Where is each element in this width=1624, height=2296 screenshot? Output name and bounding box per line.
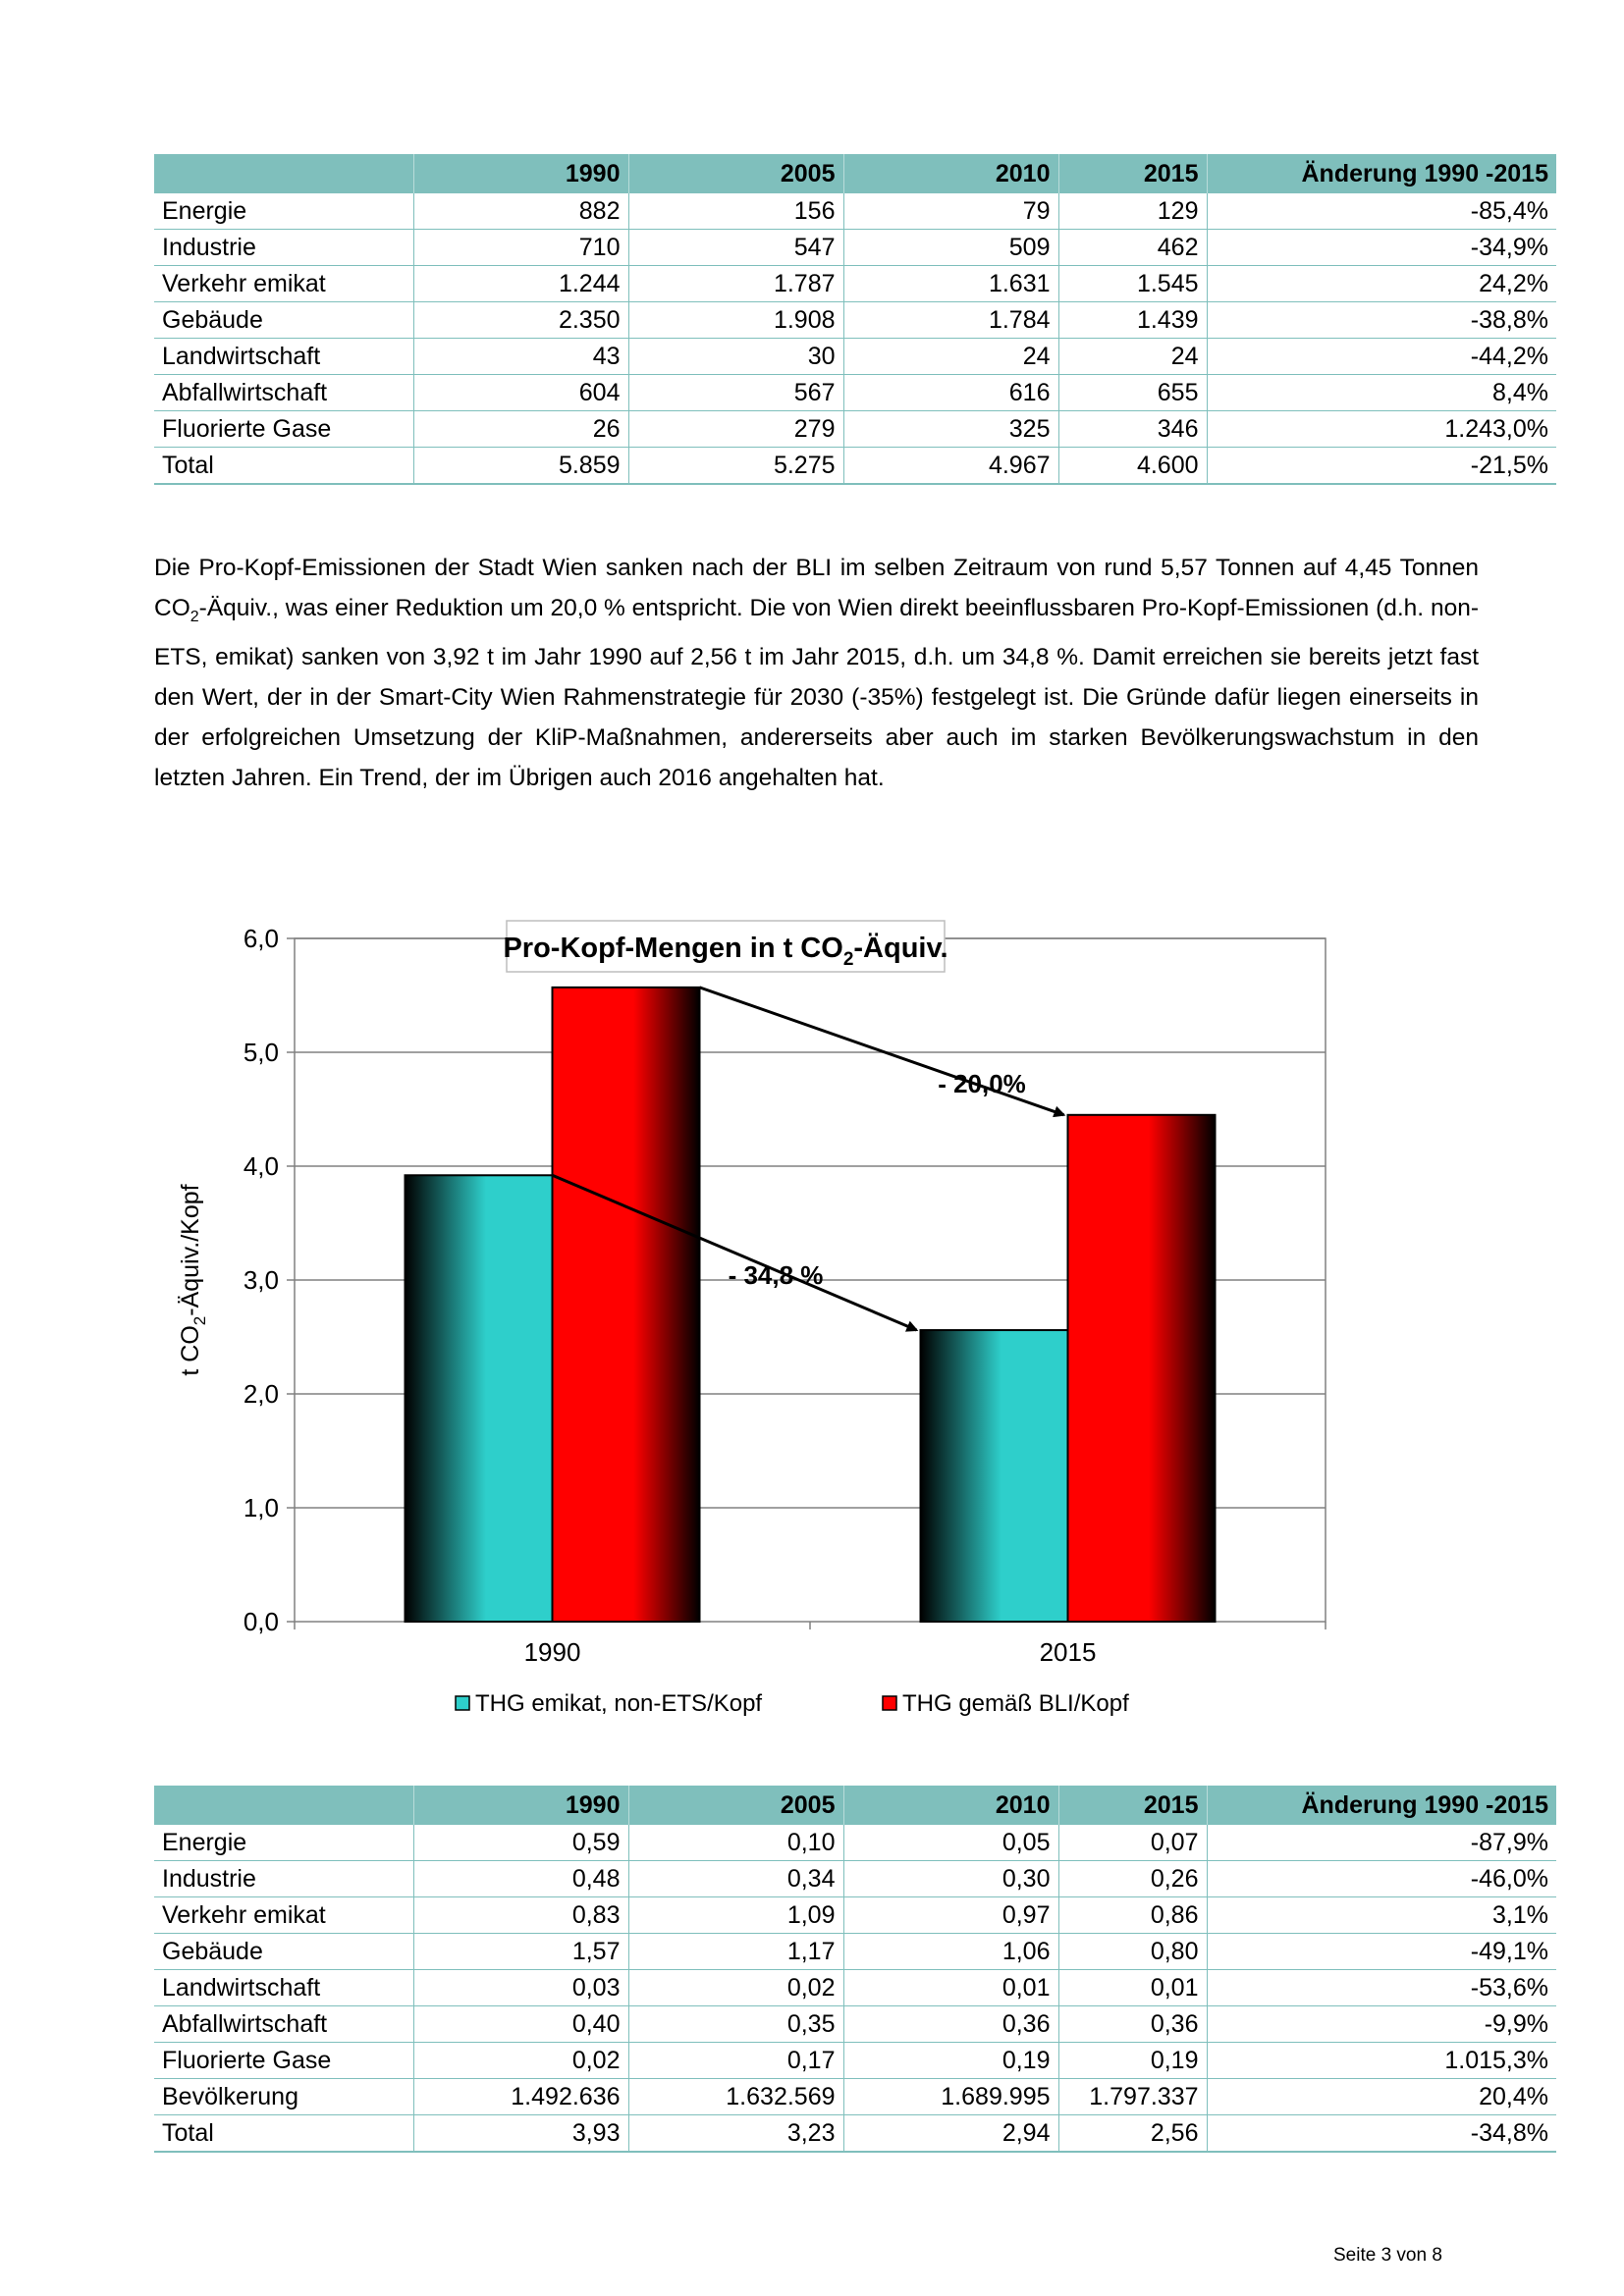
legend-swatch xyxy=(883,1696,896,1710)
column-header: Änderung 1990 -2015 xyxy=(1207,154,1556,193)
row-label: Abfallwirtschaft xyxy=(154,375,413,411)
table-cell: -46,0% xyxy=(1207,1861,1556,1897)
table-cell: 0,30 xyxy=(843,1861,1058,1897)
table-cell: 325 xyxy=(843,411,1058,448)
table-cell: 1,06 xyxy=(843,1934,1058,1970)
per-capita-chart xyxy=(147,901,1345,1726)
table-cell: 1,17 xyxy=(628,1934,843,1970)
table-cell: 20,4% xyxy=(1207,2079,1556,2115)
table-cell: 26 xyxy=(413,411,628,448)
table-row xyxy=(154,1861,1556,1897)
table-cell: 0,02 xyxy=(413,2043,628,2079)
table-cell: 1,57 xyxy=(413,1934,628,1970)
table-row xyxy=(154,193,1556,230)
table-row xyxy=(154,2006,1556,2043)
y-tick-label: 3,0 xyxy=(243,1265,279,1295)
table-cell: 1.439 xyxy=(1058,302,1207,339)
table-row xyxy=(154,1934,1556,1970)
change-annotation: - 34,8 % xyxy=(728,1260,824,1291)
column-header: 2010 xyxy=(843,154,1058,193)
table-cell: 0,01 xyxy=(843,1970,1058,2006)
table-cell: 1.908 xyxy=(628,302,843,339)
bar-bli-1990 xyxy=(553,988,700,1622)
row-label: Verkehr emikat xyxy=(154,266,413,302)
table-cell: 346 xyxy=(1058,411,1207,448)
y-axis-label: t $CO_2-Äquiv$./Kopf xyxy=(177,1184,209,1376)
x-category-label: 1990 xyxy=(523,1637,581,1667)
table-cell: 5.859 xyxy=(413,448,628,485)
bar-emikat-2015 xyxy=(921,1330,1068,1622)
body-paragraph xyxy=(154,548,1479,798)
table-cell: 24 xyxy=(843,339,1058,375)
table-row xyxy=(154,2115,1556,2153)
table-cell: 1.632.569 xyxy=(628,2079,843,2115)
column-header: 2010 xyxy=(843,1786,1058,1825)
column-header: 2015 xyxy=(1058,154,1207,193)
table-cell: 1.787 xyxy=(628,266,843,302)
table-cell: 655 xyxy=(1058,375,1207,411)
table-cell: 0,59 xyxy=(413,1825,628,1861)
table-cell: -49,1% xyxy=(1207,1934,1556,1970)
table-cell: 1.243,0% xyxy=(1207,411,1556,448)
column-header: 1990 xyxy=(413,1786,628,1825)
table-row xyxy=(154,1897,1556,1934)
table-cell: 0,17 xyxy=(628,2043,843,2079)
table-row xyxy=(154,230,1556,266)
y-tick-label: 1,0 xyxy=(243,1493,279,1522)
table-cell: 0,83 xyxy=(413,1897,628,1934)
table-cell: 0,40 xyxy=(413,2006,628,2043)
table-cell: -53,6% xyxy=(1207,1970,1556,2006)
chart-legend xyxy=(456,1690,1129,1717)
table-cell: 4.967 xyxy=(843,448,1058,485)
table-cell: 2,94 xyxy=(843,2115,1058,2153)
y-tick-label: 6,0 xyxy=(243,924,279,953)
table-header-row xyxy=(154,154,1556,193)
table-row xyxy=(154,411,1556,448)
column-header: 2005 xyxy=(628,154,843,193)
row-label: Bevölkerung xyxy=(154,2079,413,2115)
table-cell: 547 xyxy=(628,230,843,266)
per-capita-table xyxy=(154,1786,1556,2153)
table-cell: -21,5% xyxy=(1207,448,1556,485)
table-cell: 2,56 xyxy=(1058,2115,1207,2153)
table-cell: 1.689.995 xyxy=(843,2079,1058,2115)
emissions-table xyxy=(154,154,1556,485)
row-label: Energie xyxy=(154,1825,413,1861)
table-cell: 0,34 xyxy=(628,1861,843,1897)
table-cell: 0,97 xyxy=(843,1897,1058,1934)
table-cell: 509 xyxy=(843,230,1058,266)
table-cell: 0,07 xyxy=(1058,1825,1207,1861)
header-blank xyxy=(154,154,413,193)
column-header: 2015 xyxy=(1058,1786,1207,1825)
table-row xyxy=(154,302,1556,339)
chart-title-box xyxy=(503,921,947,972)
table-row xyxy=(154,1970,1556,2006)
column-header: 2005 xyxy=(628,1786,843,1825)
table-cell: 3,93 xyxy=(413,2115,628,2153)
table-cell: 279 xyxy=(628,411,843,448)
table-row xyxy=(154,266,1556,302)
table-cell: 604 xyxy=(413,375,628,411)
legend-label: THG emikat, non-ETS/Kopf xyxy=(475,1690,763,1717)
x-category-label: 2015 xyxy=(1039,1637,1097,1667)
table-row xyxy=(154,1825,1556,1861)
legend-swatch xyxy=(456,1696,469,1710)
table-cell: 4.600 xyxy=(1058,448,1207,485)
table-cell: 0,03 xyxy=(413,1970,628,2006)
row-label: Fluorierte Gase xyxy=(154,2043,413,2079)
row-label: Total xyxy=(154,2115,413,2153)
table-cell: 43 xyxy=(413,339,628,375)
row-label: Abfallwirtschaft xyxy=(154,2006,413,2043)
page-number: Seite 3 von 8 xyxy=(1333,2245,1442,2266)
table-cell: 1.492.636 xyxy=(413,2079,628,2115)
row-label: Total xyxy=(154,448,413,485)
table-cell: 30 xyxy=(628,339,843,375)
table-row xyxy=(154,339,1556,375)
table-cell: 156 xyxy=(628,193,843,230)
table-row xyxy=(154,2043,1556,2079)
legend-label: THG gemäß BLI/Kopf xyxy=(902,1690,1129,1717)
table-cell: -87,9% xyxy=(1207,1825,1556,1861)
change-annotation: - 20,0% xyxy=(938,1068,1026,1098)
table-cell: 79 xyxy=(843,193,1058,230)
table-cell: 0,01 xyxy=(1058,1970,1207,2006)
table-cell: -34,9% xyxy=(1207,230,1556,266)
table-cell: 567 xyxy=(628,375,843,411)
row-label: Landwirtschaft xyxy=(154,1970,413,2006)
table-cell: 616 xyxy=(843,375,1058,411)
row-label: Energie xyxy=(154,193,413,230)
y-tick-label: 4,0 xyxy=(243,1151,279,1181)
table-cell: -44,2% xyxy=(1207,339,1556,375)
table-cell: 0,02 xyxy=(628,1970,843,2006)
table-cell: 0,10 xyxy=(628,1825,843,1861)
paragraph-text: Die Pro-Kopf-Emissionen der Stadt Wien sanken nach der BLI im selben Zeitraum von rund 5,57 Tonnen auf 4,45 Tonnen CO xyxy=(154,555,1479,621)
table-cell: 0,48 xyxy=(413,1861,628,1897)
table-cell: -9,9% xyxy=(1207,2006,1556,2043)
column-header: Änderung 1990 -2015 xyxy=(1207,1786,1556,1825)
table-cell: 0,36 xyxy=(1058,2006,1207,2043)
row-label: Landwirtschaft xyxy=(154,339,413,375)
table-cell: 0,26 xyxy=(1058,1861,1207,1897)
bar-bli-2015 xyxy=(1068,1115,1216,1622)
table-cell: 1,09 xyxy=(628,1897,843,1934)
paragraph-subscript: 2 xyxy=(189,608,199,625)
column-header: 1990 xyxy=(413,154,628,193)
bar-emikat-1990 xyxy=(406,1175,553,1622)
table-cell: -38,8% xyxy=(1207,302,1556,339)
table-cell: 882 xyxy=(413,193,628,230)
table-cell: 0,19 xyxy=(843,2043,1058,2079)
table-cell: 5.275 xyxy=(628,448,843,485)
table-cell: -34,8% xyxy=(1207,2115,1556,2153)
row-label: Fluorierte Gase xyxy=(154,411,413,448)
table-cell: 0,86 xyxy=(1058,1897,1207,1934)
paragraph-text-continued: -Äquiv., was einer Reduktion um 20,0 % entspricht. Die von Wien direkt beeinflussbaren Pro-Kopf-Emissionen (d.h. non-ETS, emikat) sanken von 3,92 t im Jahr 1990 auf 2,56 t im Jahr 2015, d.h. um 34,8 %. Damit erreichen sie bereits jetzt fast den Wert, der in der Smart-City Wien Rahmenstrategie für 2030 (-35%) festgelegt ist. Die Gründe dafür liegen einerseits in der erfolgreichen Umsetzung der KliP-Maßnahmen, andererseits aber auch im starken Bevölkerungswachstum in den letzten Jahren. Ein Trend, der im Übrigen auch 2016 angehalten hat. xyxy=(154,595,1479,791)
row-label: Industrie xyxy=(154,230,413,266)
table-header-row xyxy=(154,1786,1556,1825)
table-cell: 1.015,3% xyxy=(1207,2043,1556,2079)
table-cell: 0,05 xyxy=(843,1825,1058,1861)
table-cell: 462 xyxy=(1058,230,1207,266)
row-label: Gebäude xyxy=(154,302,413,339)
table-cell: 1.784 xyxy=(843,302,1058,339)
table-cell: 3,1% xyxy=(1207,1897,1556,1934)
table-row xyxy=(154,375,1556,411)
y-tick-label: 5,0 xyxy=(243,1038,279,1067)
table-cell: 0,19 xyxy=(1058,2043,1207,2079)
table-cell: 0,36 xyxy=(843,2006,1058,2043)
table-cell: 0,35 xyxy=(628,2006,843,2043)
table-cell: 1.545 xyxy=(1058,266,1207,302)
table-cell: 24 xyxy=(1058,339,1207,375)
table-cell: 1.631 xyxy=(843,266,1058,302)
table-cell: 3,23 xyxy=(628,2115,843,2153)
table-cell: 2.350 xyxy=(413,302,628,339)
table-cell: -85,4% xyxy=(1207,193,1556,230)
table-cell: 1.797.337 xyxy=(1058,2079,1207,2115)
table-cell: 1.244 xyxy=(413,266,628,302)
bars xyxy=(406,988,1216,1667)
table-cell: 8,4% xyxy=(1207,375,1556,411)
y-tick-label: 2,0 xyxy=(243,1379,279,1409)
table-row xyxy=(154,2079,1556,2115)
table-row xyxy=(154,448,1556,485)
table-cell: 0,80 xyxy=(1058,1934,1207,1970)
row-label: Verkehr emikat xyxy=(154,1897,413,1934)
row-label: Gebäude xyxy=(154,1934,413,1970)
y-tick-label: 0,0 xyxy=(243,1607,279,1636)
chart-title: Pro-Kopf-Mengen in t $CO_2$-Äquiv. xyxy=(503,933,948,970)
table-cell: 24,2% xyxy=(1207,266,1556,302)
table-cell: 129 xyxy=(1058,193,1207,230)
row-label: Industrie xyxy=(154,1861,413,1897)
header-blank xyxy=(154,1786,413,1825)
table-cell: 710 xyxy=(413,230,628,266)
